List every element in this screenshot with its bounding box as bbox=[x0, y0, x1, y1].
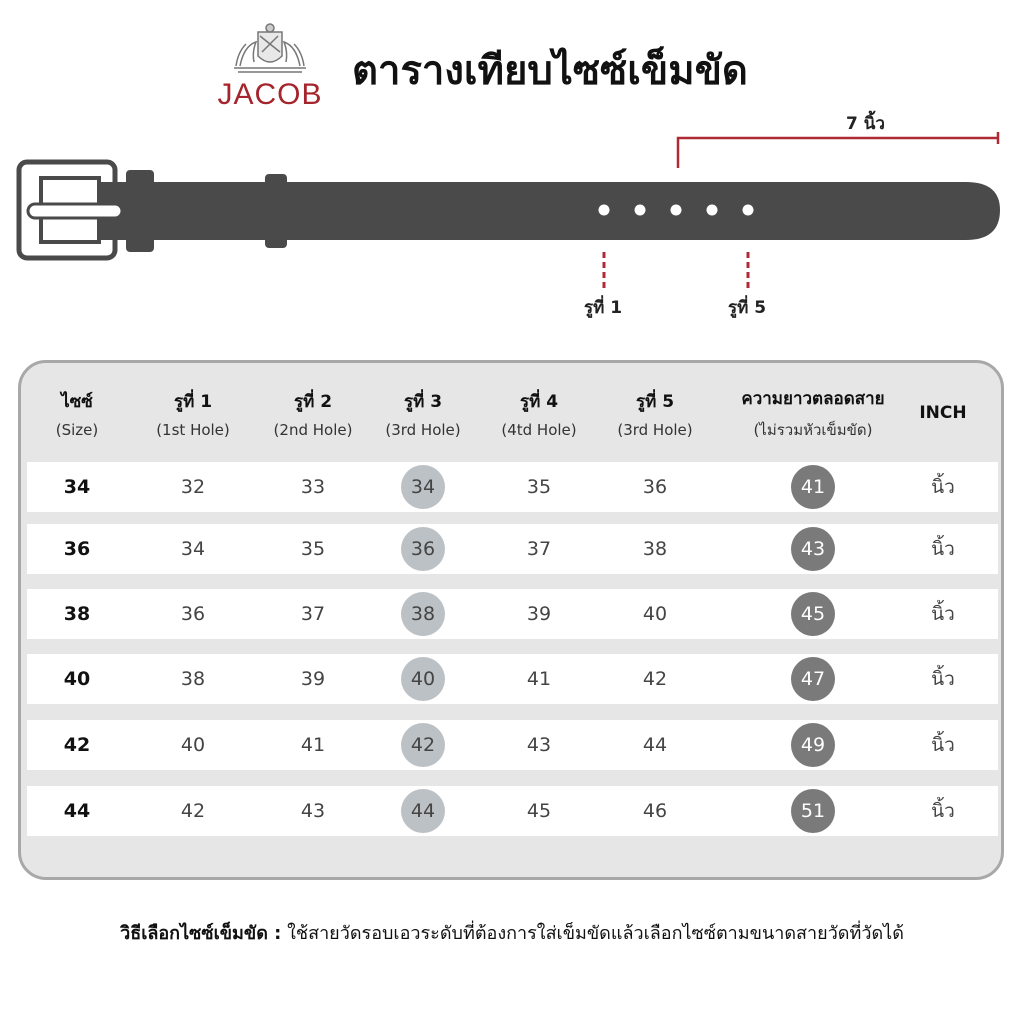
hole-3-highlight: 44 bbox=[401, 789, 445, 833]
cell-h3 bbox=[383, 524, 463, 574]
column-header-subtitle: (4td Hole) bbox=[501, 420, 577, 439]
table-row bbox=[27, 654, 998, 704]
cell-length bbox=[773, 720, 853, 770]
measure-bracket bbox=[678, 138, 998, 168]
page-title: ตารางเทียบไซซ์เข็มขัด bbox=[352, 48, 748, 94]
table-row bbox=[27, 462, 998, 512]
size-table bbox=[18, 360, 1004, 880]
belt-hole-4 bbox=[707, 205, 718, 216]
column-header-title: รูที่ 2 bbox=[293, 391, 333, 412]
buckle-prong bbox=[28, 204, 122, 218]
column-header-subtitle: (3rd Hole) bbox=[617, 420, 693, 439]
cell-h2: 41 bbox=[300, 734, 326, 756]
column-header-title: รูที่ 3 bbox=[403, 391, 443, 412]
cell-h4: 39 bbox=[526, 603, 552, 625]
column-header-subtitle: (2nd Hole) bbox=[273, 420, 353, 439]
cell-unit: นิ้ว bbox=[931, 476, 955, 498]
cell-size: 36 bbox=[63, 538, 91, 560]
cell-h3 bbox=[383, 462, 463, 512]
cell-h2: 39 bbox=[300, 668, 326, 690]
column-header-subtitle: (3rd Hole) bbox=[385, 420, 461, 439]
cell-size: 34 bbox=[63, 476, 91, 498]
column-header bbox=[853, 363, 1004, 463]
table-row bbox=[27, 589, 998, 639]
column-header-subtitle: (1st Hole) bbox=[156, 420, 230, 439]
column-header-title: รูที่ 5 bbox=[635, 391, 675, 412]
column-header-title: รูที่ 4 bbox=[519, 391, 559, 412]
belt-strap bbox=[100, 182, 1000, 240]
length-highlight: 45 bbox=[791, 592, 835, 636]
cell-h5: 36 bbox=[642, 476, 668, 498]
table-row bbox=[27, 720, 998, 770]
length-highlight: 43 bbox=[791, 527, 835, 571]
column-header-subtitle: (ไม่รวมหัวเข็มขัด) bbox=[753, 420, 873, 439]
cell-h1: 36 bbox=[180, 603, 206, 625]
footnote-label: วิธีเลือกไซซ์เข็มขัด : bbox=[120, 923, 282, 944]
length-highlight: 49 bbox=[791, 723, 835, 767]
cell-h3 bbox=[383, 654, 463, 704]
belt-hole-5 bbox=[743, 205, 754, 216]
cell-length bbox=[773, 786, 853, 836]
length-highlight: 51 bbox=[791, 789, 835, 833]
hole-3-highlight: 40 bbox=[401, 657, 445, 701]
belt-hole-3 bbox=[671, 205, 682, 216]
cell-h3 bbox=[383, 589, 463, 639]
cell-length bbox=[773, 589, 853, 639]
hole-3-highlight: 38 bbox=[401, 592, 445, 636]
cell-unit: นิ้ว bbox=[931, 734, 955, 756]
cell-h4: 35 bbox=[526, 476, 552, 498]
cell-h5: 46 bbox=[642, 800, 668, 822]
cell-length bbox=[773, 524, 853, 574]
hole-3-highlight: 42 bbox=[401, 723, 445, 767]
cell-size: 42 bbox=[63, 734, 91, 756]
logo-text: JACOB bbox=[217, 78, 323, 111]
table-row bbox=[27, 524, 998, 574]
belt-illustration bbox=[0, 110, 1024, 330]
footnote bbox=[0, 918, 1024, 947]
cell-size: 38 bbox=[63, 603, 91, 625]
footnote-text: ใช้สายวัดรอบเอวระดับที่ต้องการใส่เข็มขัดแล้วเลือกไซซ์ตามขนาดสายวัดที่วัดได้ bbox=[281, 923, 904, 944]
length-highlight: 41 bbox=[791, 465, 835, 509]
column-header-title: รูที่ 1 bbox=[173, 391, 213, 412]
belt-hole-2 bbox=[635, 205, 646, 216]
hole-5-label: รูที่ 5 bbox=[728, 298, 767, 318]
cell-h2: 37 bbox=[300, 603, 326, 625]
cell-h2: 33 bbox=[300, 476, 326, 498]
cell-length bbox=[773, 462, 853, 512]
cell-h4: 43 bbox=[526, 734, 552, 756]
cell-h3 bbox=[383, 720, 463, 770]
column-header-title: ความยาวตลอดสาย bbox=[741, 388, 885, 409]
hole-1-label: รูที่ 1 bbox=[584, 298, 623, 318]
crest-icon bbox=[200, 22, 340, 82]
cell-size: 44 bbox=[63, 800, 91, 822]
cell-h4: 37 bbox=[526, 538, 552, 560]
cell-h1: 42 bbox=[180, 800, 206, 822]
measure-label: 7 นิ้ว bbox=[846, 114, 885, 134]
hole-3-highlight: 36 bbox=[401, 527, 445, 571]
column-header-subtitle: (Size) bbox=[55, 420, 99, 439]
jacob-logo bbox=[200, 22, 340, 112]
hole-3-highlight: 34 bbox=[401, 465, 445, 509]
column-header bbox=[565, 363, 745, 463]
cell-h5: 42 bbox=[642, 668, 668, 690]
cell-length bbox=[773, 654, 853, 704]
belt-hole-1 bbox=[599, 205, 610, 216]
length-highlight: 47 bbox=[791, 657, 835, 701]
cell-h1: 32 bbox=[180, 476, 206, 498]
cell-h1: 40 bbox=[180, 734, 206, 756]
cell-h2: 43 bbox=[300, 800, 326, 822]
cell-h1: 38 bbox=[180, 668, 206, 690]
cell-unit: นิ้ว bbox=[931, 603, 955, 625]
column-header-title: INCH bbox=[919, 403, 967, 423]
cell-unit: นิ้ว bbox=[931, 668, 955, 690]
cell-h1: 34 bbox=[180, 538, 206, 560]
cell-h3 bbox=[383, 786, 463, 836]
cell-h2: 35 bbox=[300, 538, 326, 560]
table-row bbox=[27, 786, 998, 836]
cell-h4: 45 bbox=[526, 800, 552, 822]
column-header-title: ไซซ์ bbox=[61, 391, 93, 412]
cell-h5: 44 bbox=[642, 734, 668, 756]
cell-h5: 40 bbox=[642, 603, 668, 625]
cell-h4: 41 bbox=[526, 668, 552, 690]
cell-size: 40 bbox=[63, 668, 91, 690]
cell-h5: 38 bbox=[642, 538, 668, 560]
cell-unit: นิ้ว bbox=[931, 800, 955, 822]
cell-unit: นิ้ว bbox=[931, 538, 955, 560]
